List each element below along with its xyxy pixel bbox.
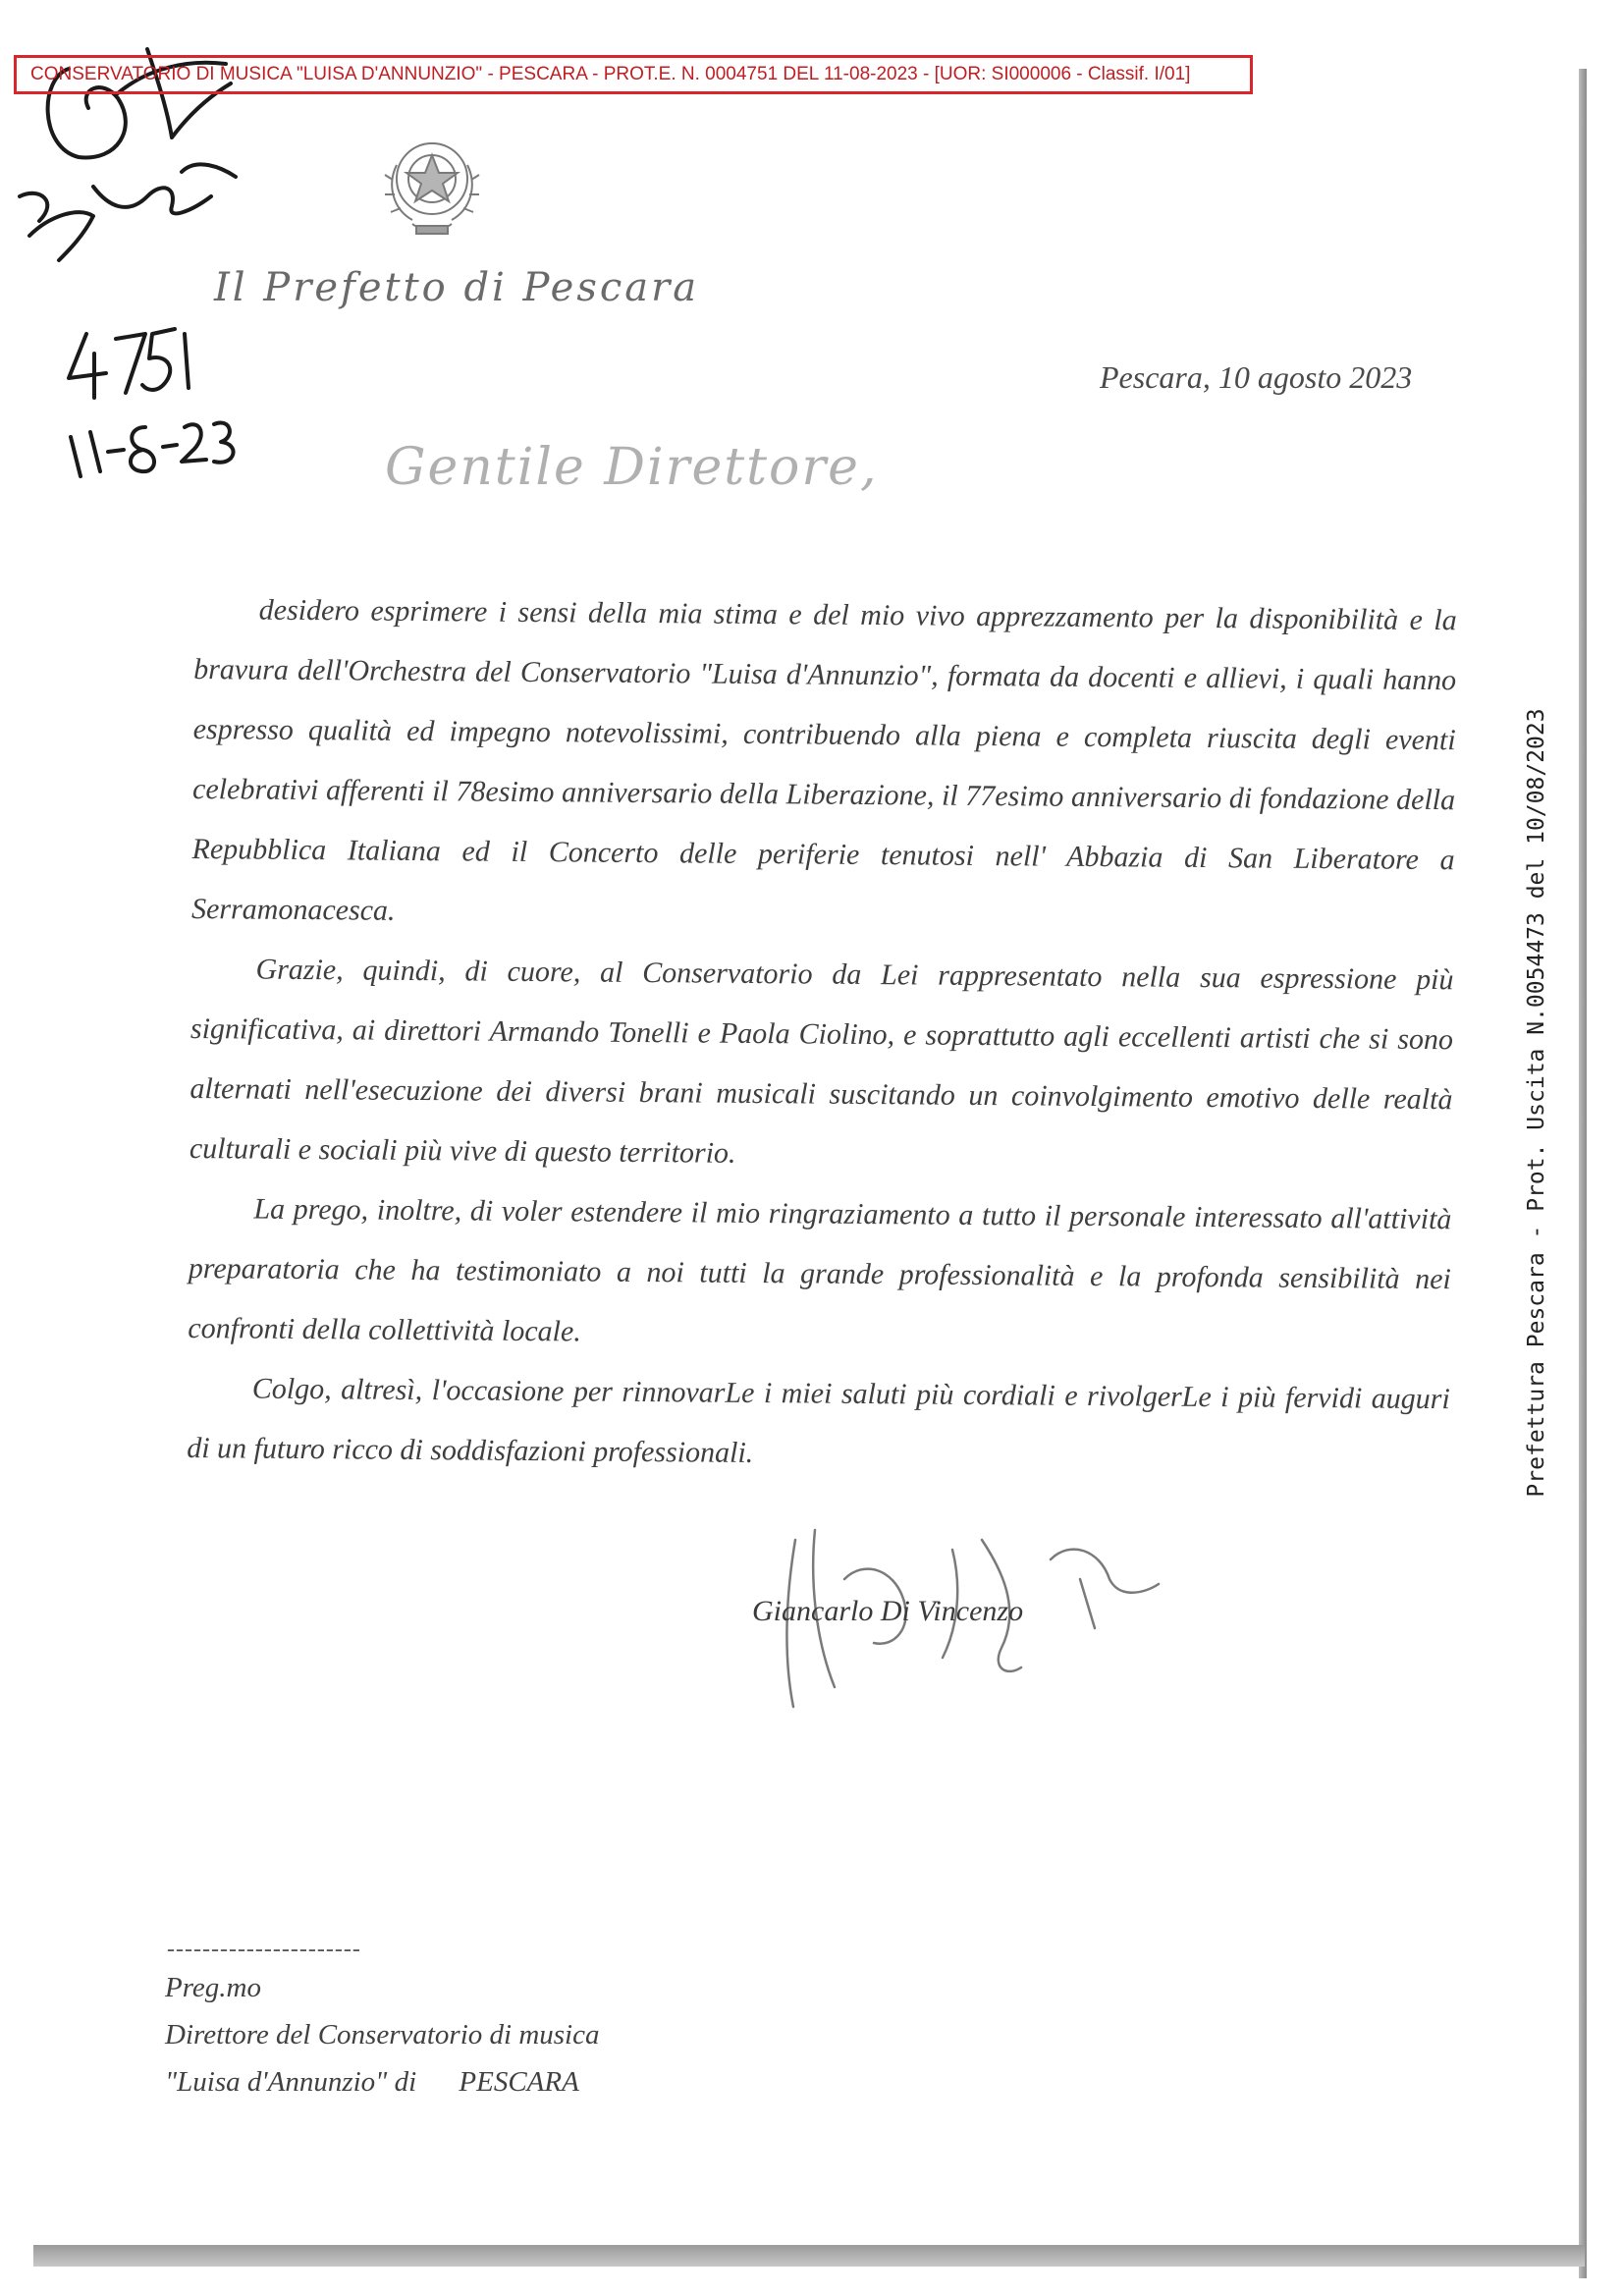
letter-date: Pescara, 10 agosto 2023: [1100, 359, 1413, 395]
scan-edge-right: [1579, 69, 1587, 2278]
paragraph: La prego, inoltre, di voler estendere il mio ringraziamento a tutto il personale interessato all'attività preparatoria che ha testimoniato a noi tutti la grande professionalità e la profonda sensibilità nei confronti della collettività locale.: [188, 1192, 1452, 1348]
recipient-city: PESCARA: [459, 2066, 579, 2098]
paragraph: Grazie, quindi, di cuore, al Conservatorio da Lei rappresentato nella sua espressione più significativa, ai direttori Armando Tonelli e Paola Ciolino, e soprattutto agli eccellenti artisti che si sono alternati nell'esecuzione dei diversi brani musicali suscitando un coinvolgimento emotivo delle realtà culturali e sociali più vive di questo territorio.: [189, 953, 1454, 1170]
recipient-line1: Direttore del Conservatorio di musica: [165, 2019, 600, 2050]
sidebar-protocol-stamp: Prefettura Pescara - Prot. Uscita N.0054473 del 10/08/2023: [1524, 708, 1549, 1498]
recipient-name: "Luisa d'Annunzio" di: [165, 2066, 417, 2098]
paragraph: Colgo, altresì, l'occasione per rinnovarLe i miei saluti più cordiali e rivolgerLe i più fervidi auguri di un futuro ricco di soddisfazioni professionali.: [187, 1372, 1450, 1470]
italian-republic-emblem-icon: [379, 126, 485, 242]
recipient-salutation: Preg.mo: [165, 1972, 261, 2003]
letterhead-title: Il Prefetto di Pescara: [214, 265, 700, 310]
signature-name: Giancarlo Di Vincenzo: [752, 1595, 1024, 1627]
address-divider: ----------------------: [167, 1937, 361, 1962]
recipient-line2: [165, 2058, 599, 2105]
paragraph: desidero esprimere i sensi della mia stima e del mio vivo apprezzamento per la disponibilità e la bravura dell'Orchestra del Conservatorio "Luisa d'Annunzio", formata da docenti e allievi, i quali hanno espresso qualità ed impegno notevolissimi, contribuendo alla piena e completa riuscita degli eventi celebrativi afferenti il 78esimo anniversario della Liberazione, il 77esimo anniversario di fondazione della Repubblica Italiana ed il Concerto delle periferie tenutosi nell' Abbazia di San Liberatore a Serramonacesca.: [190, 593, 1457, 927]
greeting: Gentile Direttore,: [385, 438, 879, 497]
recipient-address: [165, 1964, 599, 2105]
letter-body: [187, 579, 1457, 1489]
protocol-header: CONSERVATORIO DI MUSICA "LUISA D'ANNUNZIO" - PESCARA - PROT.E. N. 0004751 DEL 11-08-2023 - [UOR: SI000006 - Classif. I/01]: [14, 55, 1253, 94]
scan-edge-bottom: [33, 2245, 1585, 2267]
